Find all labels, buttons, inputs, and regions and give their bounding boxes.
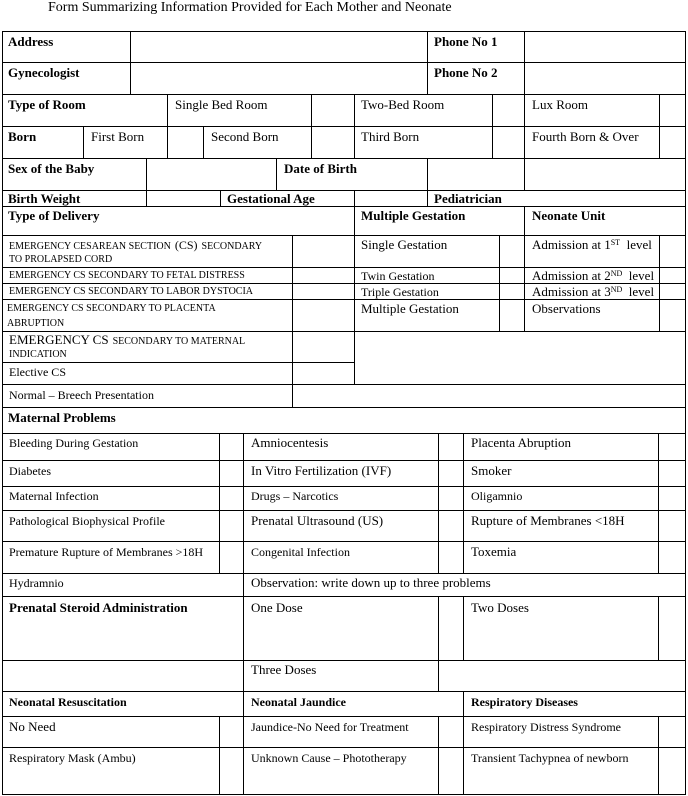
maternal-option-hydramnio: Hydramnio <box>9 576 64 590</box>
respiratory-label: Respiratory Diseases <box>471 695 578 709</box>
gynecologist-label: Gynecologist <box>8 65 80 80</box>
maternal-option-smoker: Smoker <box>471 463 512 478</box>
born-label: Born <box>8 129 37 144</box>
gestation-single-option: Single Gestation <box>361 237 448 252</box>
respiratory-rds-option: Respiratory Distress Syndrome <box>471 720 621 734</box>
neonate-admission-2-option: Admission at 2ND level <box>532 268 655 283</box>
maternal-option-infection: Maternal Infection <box>9 489 99 503</box>
delivery-option-fetal-distress: EMERGENCY CS SECONDARY TO FETAL DISTRESS <box>9 270 245 281</box>
respiratory-ttn-option: Transient Tachypnea of newborn <box>471 751 629 765</box>
gestation-multiple-option: Multiple Gestation <box>361 301 459 316</box>
delivery-option-placenta-abruption-cont: ABRUPTION <box>7 318 65 329</box>
maternal-option-prenatal-us: Prenatal Ultrasound (US) <box>251 513 384 528</box>
maternal-option-amniocentesis: Amniocentesis <box>251 435 329 450</box>
maternal-problems-label: Maternal Problems <box>8 410 116 425</box>
delivery-option-maternal-indication-cont: INDICATION <box>9 349 67 360</box>
jaundice-unknown-cause-option: Unknown Cause – Phototherapy <box>251 751 407 765</box>
delivery-option-normal-breech: Normal – Breech Presentation <box>9 388 154 402</box>
maternal-option-ivf: In Vitro Fertilization (IVF) <box>251 463 392 478</box>
steroid-three-doses-option: Three Doses <box>251 662 317 677</box>
delivery-option-placenta-abruption: EMERGENCY CS SECONDARY TO PLACENTA <box>7 303 216 314</box>
maternal-option-bleeding: Bleeding During Gestation <box>9 436 139 450</box>
born-fourth-option: Fourth Born & Over <box>532 129 639 144</box>
pediatrician-label: Pediatrician <box>434 191 502 206</box>
neonate-observations-field: Observations <box>532 301 601 316</box>
neonate-admission-1-option: Admission at 1ST level <box>532 237 652 252</box>
born-third-option: Third Born <box>361 129 420 144</box>
form-title: Form Summarizing Information Provided for Each Mother and Neonate <box>48 0 452 15</box>
sex-label: Sex of the Baby <box>8 161 95 176</box>
steroid-label: Prenatal Steroid Administration <box>9 600 188 615</box>
jaundice-label: Neonatal Jaundice <box>251 695 347 709</box>
gestational-age-label: Gestational Age <box>227 191 315 206</box>
maternal-option-oligamnio: Oligamnio <box>471 489 523 503</box>
gestation-twin-option: Twin Gestation <box>361 269 435 283</box>
maternal-option-drugs: Drugs – Narcotics <box>251 489 339 503</box>
maternal-option-rom-18h: Rupture of Membranes <18H <box>471 513 625 528</box>
room-two-bed-option: Two-Bed Room <box>361 97 445 112</box>
delivery-option-prolapsed-cord-cont: TO PROLAPSED CORD <box>9 254 113 265</box>
delivery-option-elective-cs: Elective CS <box>9 365 66 379</box>
jaundice-no-need-option: Jaundice-No Need for Treatment <box>251 720 409 734</box>
delivery-option-labor-dystocia: EMERGENCY CS SECONDARY TO LABOR DYSTOCIA <box>9 286 254 297</box>
multiple-gestation-label: Multiple Gestation <box>361 208 466 223</box>
delivery-option-maternal-indication: EMERGENCY CS SECONDARY TO MATERNAL <box>9 332 246 347</box>
maternal-option-prom-18h: Premature Rupture of Membranes >18H <box>9 545 204 559</box>
gestation-triple-option: Triple Gestation <box>361 285 439 299</box>
neonate-admission-3-option: Admission at 3ND level <box>532 284 655 299</box>
room-type-label: Type of Room <box>8 97 86 112</box>
room-lux-option: Lux Room <box>532 97 588 112</box>
neonate-unit-label: Neonate Unit <box>532 208 606 223</box>
maternal-option-diabetes: Diabetes <box>9 464 51 478</box>
born-second-option: Second Born <box>211 129 279 144</box>
resuscitation-mask-option: Respiratory Mask (Ambu) <box>9 751 136 765</box>
phone1-label: Phone No 1 <box>434 34 498 49</box>
maternal-observation-field: Observation: write down up to three problems <box>251 575 491 590</box>
delivery-type-label: Type of Delivery <box>8 208 100 223</box>
phone2-label: Phone No 2 <box>434 65 498 80</box>
born-first-option: First Born <box>91 129 145 144</box>
dob-label: Date of Birth <box>284 161 357 176</box>
room-single-option: Single Bed Room <box>175 97 268 112</box>
maternal-option-toxemia: Toxemia <box>471 544 517 559</box>
resuscitation-no-need-option: No Need <box>9 719 56 734</box>
steroid-one-dose-option: One Dose <box>251 600 303 615</box>
maternal-option-biophysical: Pathological Biophysical Profile <box>9 514 165 528</box>
address-label: Address <box>8 34 54 49</box>
resuscitation-label: Neonatal Resuscitation <box>9 695 127 709</box>
maternal-option-placenta-abruption: Placenta Abruption <box>471 435 572 450</box>
steroid-two-doses-option: Two Doses <box>471 600 529 615</box>
delivery-option-prolapsed-cord: EMERGENCY CESAREAN SECTION (CS) SECONDARY <box>9 238 263 252</box>
birth-weight-label: Birth Weight <box>8 191 81 206</box>
maternal-option-congenital-infection: Congenital Infection <box>251 545 350 559</box>
